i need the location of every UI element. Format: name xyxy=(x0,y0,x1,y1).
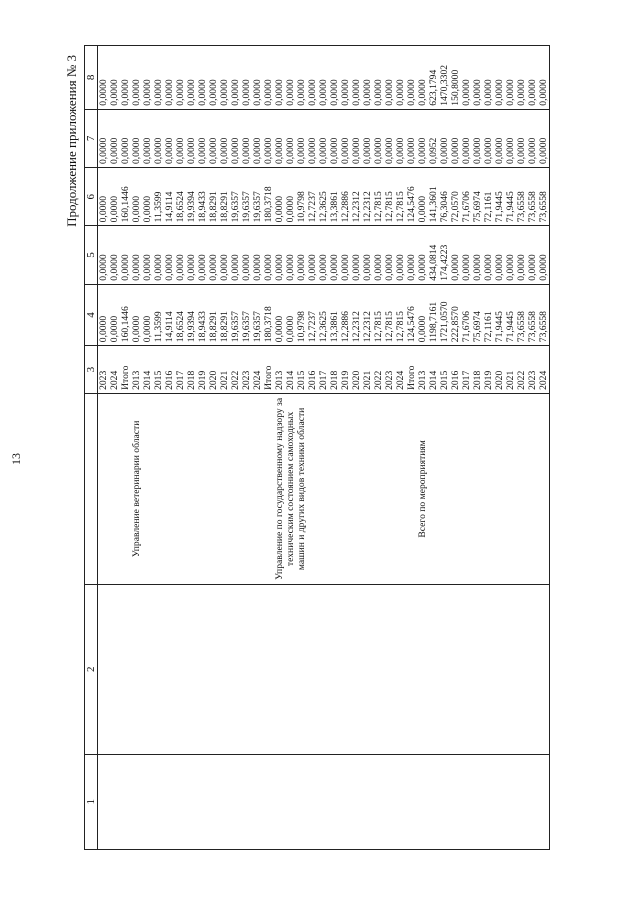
cell-value: 72,0570 xyxy=(450,191,461,223)
cell-value: 0,0000 xyxy=(186,79,197,106)
cell-value: 12,3625 xyxy=(318,191,329,223)
cell-value: 0,0000 xyxy=(98,195,109,223)
year-value: 2021 xyxy=(505,370,516,390)
cell-value: 19,6357 xyxy=(230,191,241,223)
cell-value: 0,0000 xyxy=(274,195,285,223)
year-value: 2019 xyxy=(483,370,494,390)
cell-value: 0,0000 xyxy=(340,137,351,165)
cell-value: 1470,3302 xyxy=(439,64,450,106)
cell-value: 124,5476 xyxy=(406,186,417,223)
cell-value: 12,7815 xyxy=(395,191,406,223)
cell-value: 0,0000 xyxy=(527,254,538,281)
year-value: 2023 xyxy=(241,370,252,390)
cell-value: 0,0000 xyxy=(131,79,142,106)
cell-value: 0,0000 xyxy=(109,195,120,223)
year-value: 2021 xyxy=(219,370,230,390)
cell-value: 0,0000 xyxy=(417,79,428,106)
cell-value: 0,0000 xyxy=(538,254,549,281)
cell-value: 0,0000 xyxy=(296,137,307,165)
year-value: Итого xyxy=(406,365,417,390)
year-value: 2022 xyxy=(230,370,241,390)
year-value: 2016 xyxy=(307,370,318,390)
cell-value: 0,0000 xyxy=(109,315,120,343)
cell-value: 0,0000 xyxy=(527,79,538,106)
cell-value: 0,0000 xyxy=(417,137,428,165)
cell-value: 12,3625 xyxy=(318,311,329,343)
section-label: Всего по мероприятиям xyxy=(417,440,428,538)
cell-value: 0,0000 xyxy=(362,254,373,281)
year-value: 2020 xyxy=(494,370,505,390)
cell-value: 0,0000 xyxy=(505,137,516,165)
cell-value: 12,7815 xyxy=(373,311,384,343)
cell-value: 222,8570 xyxy=(450,306,461,343)
year-value: 2023 xyxy=(98,370,109,390)
cell-value: 174,4223 xyxy=(439,244,450,281)
year-value: Итого xyxy=(263,365,274,390)
cell-value: 0,0000 xyxy=(131,254,142,281)
cell-value: 0,0000 xyxy=(131,315,142,343)
year-value: 2018 xyxy=(329,370,340,390)
cell-value: 0,0000 xyxy=(241,79,252,106)
cell-value: 71,6706 xyxy=(461,311,472,343)
cell-value: 73,6558 xyxy=(538,191,549,223)
appendix-caption: Продолжение приложения № 3 xyxy=(64,55,79,227)
cell-col-2 xyxy=(98,584,550,754)
cell-value: 0,0000 xyxy=(208,254,219,281)
year-value: 2020 xyxy=(351,370,362,390)
cell-value: 0,0000 xyxy=(186,254,197,281)
header-col-5: 5 xyxy=(85,226,98,284)
cell-value: 12,2312 xyxy=(351,311,362,343)
header-row xyxy=(85,46,98,850)
cell-value: 0,0000 xyxy=(450,137,461,165)
cell-value: 0,0000 xyxy=(395,254,406,281)
cell-value: 0,0000 xyxy=(461,254,472,281)
cell-value: 0,0000 xyxy=(329,79,340,106)
cell-value: 0,0000 xyxy=(351,79,362,106)
year-value: 2024 xyxy=(252,370,263,390)
cell-value: 10,9798 xyxy=(296,191,307,223)
cell-value: 0,0000 xyxy=(241,137,252,165)
cell-value: 0,0000 xyxy=(219,79,230,106)
cell-value: 73,6558 xyxy=(516,311,527,343)
cell-value: 0,0000 xyxy=(230,79,241,106)
year-value: 2016 xyxy=(164,370,175,390)
cell-value: 0,0000 xyxy=(120,79,131,106)
year-value: 2013 xyxy=(131,370,142,390)
header-col-empty xyxy=(85,393,98,584)
cell-value: 73,6558 xyxy=(527,191,538,223)
cell-value: 0,0000 xyxy=(461,137,472,165)
cell-value: 0,0000 xyxy=(120,254,131,281)
cell-value: 11,3599 xyxy=(153,311,164,343)
cell-value: 0,0000 xyxy=(494,137,505,165)
year-value: 2016 xyxy=(450,370,461,390)
cell-value: 19,6357 xyxy=(252,191,263,223)
cell-value: 12,2886 xyxy=(340,311,351,343)
cell-value: 12,7815 xyxy=(384,311,395,343)
cell-value: 71,9445 xyxy=(494,191,505,223)
cell-value: 0,0000 xyxy=(186,137,197,165)
cell-col-1 xyxy=(98,754,550,849)
cell-value: 0,0000 xyxy=(439,137,450,165)
year-value: Итого xyxy=(120,365,131,390)
cell-value: 0,0000 xyxy=(351,137,362,165)
cell-value: 18,6524 xyxy=(175,311,186,343)
cell-value: 0,0000 xyxy=(142,79,153,106)
cell-value: 0,0000 xyxy=(483,137,494,165)
cell-value: 160,1446 xyxy=(120,186,131,223)
cell-value: 0,0000 xyxy=(318,79,329,106)
cell-col6 xyxy=(98,168,550,226)
cell-value: 12,7237 xyxy=(307,191,318,223)
cell-value: 0,0000 xyxy=(230,254,241,281)
cell-value: 623,1794 xyxy=(428,69,439,106)
cell-value: 75,6974 xyxy=(472,191,483,223)
cell-value: 14,9114 xyxy=(164,311,175,343)
cell-value: 180,3718 xyxy=(263,306,274,343)
header-col-1: 1 xyxy=(85,754,98,849)
page-number: 13 xyxy=(9,453,23,465)
cell-value: 0,0000 xyxy=(472,79,483,106)
cell-value: 0,0000 xyxy=(142,254,153,281)
year-value: 2024 xyxy=(395,370,406,390)
cell-value: 18,8291 xyxy=(208,191,219,223)
cell-value: 0,0000 xyxy=(285,254,296,281)
cell-value: 0,0000 xyxy=(98,254,109,281)
cell-value: 18,8291 xyxy=(208,311,219,343)
cell-value: 0,0000 xyxy=(208,137,219,165)
data-table xyxy=(84,45,550,850)
cell-value: 124,5476 xyxy=(406,306,417,343)
cell-value: 0,0000 xyxy=(406,254,417,281)
cell-value: 71,6706 xyxy=(461,191,472,223)
cell-value: 0,0000 xyxy=(219,254,230,281)
cell-value: 19,6357 xyxy=(230,311,241,343)
cell-value: 13,3861 xyxy=(329,311,340,343)
cell-value: 19,6357 xyxy=(252,311,263,343)
cell-value: 0,0000 xyxy=(417,195,428,223)
section-label: Управление по государственному надзору за техническим состоянием самоходных машин и других видов техники области xyxy=(274,397,307,580)
cell-value: 0,0000 xyxy=(373,137,384,165)
cell-value: 12,7237 xyxy=(307,311,318,343)
cell-value: 0,0000 xyxy=(230,137,241,165)
cell-value: 0,0000 xyxy=(395,79,406,106)
cell-value: 1198,7161 xyxy=(428,301,439,343)
cell-value: 0,0000 xyxy=(175,254,186,281)
cell-value: 12,7815 xyxy=(373,191,384,223)
cell-value: 0,0000 xyxy=(164,79,175,106)
cell-value: 0,0000 xyxy=(527,137,538,165)
cell-value: 13,3861 xyxy=(329,191,340,223)
cell-value: 0,0000 xyxy=(362,79,373,106)
cell-value: 18,6524 xyxy=(175,191,186,223)
year-value: 2023 xyxy=(527,370,538,390)
cell-value: 0,0000 xyxy=(538,79,549,106)
cell-value: 0,0000 xyxy=(384,79,395,106)
cell-value: 0,0000 xyxy=(373,254,384,281)
cell-value: 71,9445 xyxy=(505,311,516,343)
cell-value: 12,2886 xyxy=(340,191,351,223)
cell-value: 0,0000 xyxy=(153,137,164,165)
cell-value: 0,0000 xyxy=(142,137,153,165)
cell-value: 0,0000 xyxy=(252,79,263,106)
rotated-page xyxy=(62,45,602,860)
cell-value: 0,0000 xyxy=(263,79,274,106)
year-value: 2014 xyxy=(285,370,296,390)
cell-value: 0,0000 xyxy=(329,254,340,281)
cell-value: 73,6558 xyxy=(538,311,549,343)
cell-value: 0,0000 xyxy=(197,137,208,165)
cell-value: 0,0000 xyxy=(109,79,120,106)
cell-value: 0,0000 xyxy=(208,79,219,106)
year-value: 2020 xyxy=(208,370,219,390)
cell-value: 0,0000 xyxy=(285,79,296,106)
cell-value: 0,0000 xyxy=(131,195,142,223)
cell-value: 160,1446 xyxy=(120,306,131,343)
section-label-block xyxy=(131,397,274,581)
cell-value: 0,0000 xyxy=(516,254,527,281)
cell-value: 0,0000 xyxy=(197,79,208,106)
year-value: 2023 xyxy=(384,370,395,390)
cell-value: 0,0000 xyxy=(241,254,252,281)
header-col-2: 2 xyxy=(85,584,98,754)
year-value: 2021 xyxy=(362,370,373,390)
cell-value: 0,0952 xyxy=(428,137,439,165)
cell-value: 0,0000 xyxy=(450,254,461,281)
cell-value: 12,2312 xyxy=(362,191,373,223)
cell-value: 0,0000 xyxy=(318,137,329,165)
cell-value: 73,6558 xyxy=(516,191,527,223)
cell-value: 0,0000 xyxy=(120,137,131,165)
cell-value: 73,6558 xyxy=(527,311,538,343)
cell-value: 0,0000 xyxy=(98,79,109,106)
cell-value: 0,0000 xyxy=(109,137,120,165)
cell-value: 12,7815 xyxy=(384,191,395,223)
cell-value: 10,9798 xyxy=(296,311,307,343)
cell-value: 0,0000 xyxy=(252,137,263,165)
cell-value: 0,0000 xyxy=(395,137,406,165)
cell-value: 1721,0570 xyxy=(439,301,450,343)
year-value: 2014 xyxy=(428,370,439,390)
cell-value: 0,0000 xyxy=(142,315,153,343)
year-value: 2017 xyxy=(461,370,472,390)
cell-value: 0,0000 xyxy=(164,137,175,165)
cell-value: 180,3718 xyxy=(263,186,274,223)
cell-value: 0,0000 xyxy=(472,254,483,281)
cell-value: 0,0000 xyxy=(329,137,340,165)
cell-value: 0,0000 xyxy=(285,137,296,165)
year-value: 2013 xyxy=(417,370,428,390)
cell-value: 12,2312 xyxy=(351,191,362,223)
cell-value: 19,6357 xyxy=(241,311,252,343)
cell-value: 141,3601 xyxy=(428,186,439,223)
header-col-6: 6 xyxy=(85,168,98,226)
cell-value: 0,0000 xyxy=(219,137,230,165)
year-value: 2024 xyxy=(538,370,549,390)
header-col-7: 7 xyxy=(85,109,98,167)
cell-value: 0,0000 xyxy=(340,254,351,281)
cell-value: 150,8000 xyxy=(450,69,461,106)
cell-value: 0,0000 xyxy=(461,79,472,106)
cell-value: 0,0000 xyxy=(307,137,318,165)
year-value: 2019 xyxy=(340,370,351,390)
cell-value: 72,1161 xyxy=(483,191,494,223)
cell-value: 18,9433 xyxy=(197,191,208,223)
cell-value: 0,0000 xyxy=(373,79,384,106)
year-value: 2015 xyxy=(439,370,450,390)
cell-value: 11,3599 xyxy=(153,191,164,223)
cell-value: 18,8291 xyxy=(219,311,230,343)
cell-value: 0,0000 xyxy=(164,254,175,281)
year-value: 2024 xyxy=(109,370,120,390)
cell-value: 0,0000 xyxy=(263,254,274,281)
cell-value: 0,0000 xyxy=(197,254,208,281)
cell-value: 18,8291 xyxy=(219,191,230,223)
section-label-block xyxy=(98,397,131,581)
cell-value: 0,0000 xyxy=(252,254,263,281)
cell-value: 0,0000 xyxy=(494,79,505,106)
cell-col5 xyxy=(98,226,550,284)
cell-years xyxy=(98,346,550,394)
cell-value: 0,0000 xyxy=(296,254,307,281)
cell-col8 xyxy=(98,46,550,110)
cell-value: 0,0000 xyxy=(505,79,516,106)
header-col-3: 3 xyxy=(85,346,98,394)
cell-value: 0,0000 xyxy=(516,79,527,106)
year-value: 2018 xyxy=(186,370,197,390)
cell-value: 0,0000 xyxy=(472,137,483,165)
cell-value: 0,0000 xyxy=(109,254,120,281)
cell-value: 71,9445 xyxy=(505,191,516,223)
cell-value: 0,0000 xyxy=(417,254,428,281)
cell-value: 0,0000 xyxy=(263,137,274,165)
cell-value: 0,0000 xyxy=(131,137,142,165)
cell-value: 14,9114 xyxy=(164,191,175,223)
cell-value: 72,1161 xyxy=(483,311,494,343)
cell-col4 xyxy=(98,284,550,346)
cell-value: 0,0000 xyxy=(494,254,505,281)
cell-value: 0,0000 xyxy=(274,137,285,165)
header-col-8: 8 xyxy=(85,46,98,110)
cell-value: 12,2312 xyxy=(362,311,373,343)
cell-value: 0,0000 xyxy=(274,315,285,343)
cell-value: 0,0000 xyxy=(153,79,164,106)
section-label-block xyxy=(274,397,417,581)
cell-value: 0,0000 xyxy=(384,137,395,165)
section-label: Управление ветеринарии области xyxy=(131,420,142,558)
cell-value: 0,0000 xyxy=(362,137,373,165)
cell-value: 76,3046 xyxy=(439,191,450,223)
cell-value: 19,9394 xyxy=(186,191,197,223)
cell-value: 18,9433 xyxy=(197,311,208,343)
body-row xyxy=(98,46,550,850)
cell-value: 0,0000 xyxy=(340,79,351,106)
cell-value: 0,0000 xyxy=(351,254,362,281)
cell-value: 0,0000 xyxy=(406,137,417,165)
year-value: 2013 xyxy=(274,370,285,390)
cell-value: 0,0000 xyxy=(274,254,285,281)
section-label-block xyxy=(417,397,549,581)
year-value: 2017 xyxy=(175,370,186,390)
cell-value: 0,0000 xyxy=(307,254,318,281)
cell-value: 0,0000 xyxy=(285,315,296,343)
cell-col7 xyxy=(98,109,550,167)
cell-value: 0,0000 xyxy=(98,315,109,343)
cell-value: 434,0814 xyxy=(428,244,439,281)
cell-value: 0,0000 xyxy=(175,79,186,106)
year-value: 2019 xyxy=(197,370,208,390)
year-value: 2017 xyxy=(318,370,329,390)
cell-value: 19,9394 xyxy=(186,311,197,343)
cell-value: 0,0000 xyxy=(296,79,307,106)
cell-value: 0,0000 xyxy=(505,254,516,281)
cell-value: 0,0000 xyxy=(538,137,549,165)
cell-value: 0,0000 xyxy=(516,137,527,165)
cell-value: 0,0000 xyxy=(175,137,186,165)
cell-value: 71,9445 xyxy=(494,311,505,343)
cell-value: 0,0000 xyxy=(384,254,395,281)
year-value: 2022 xyxy=(516,370,527,390)
year-value: 2022 xyxy=(373,370,384,390)
cell-value: 0,0000 xyxy=(318,254,329,281)
cell-value: 0,0000 xyxy=(274,79,285,106)
cell-value: 12,7815 xyxy=(395,311,406,343)
cell-labels xyxy=(98,393,550,584)
header-col-4: 4 xyxy=(85,284,98,346)
cell-value: 0,0000 xyxy=(307,79,318,106)
year-value: 2015 xyxy=(296,370,307,390)
cell-value: 0,0000 xyxy=(153,254,164,281)
year-value: 2018 xyxy=(472,370,483,390)
cell-value: 0,0000 xyxy=(98,137,109,165)
cell-value: 75,6974 xyxy=(472,311,483,343)
year-value: 2014 xyxy=(142,370,153,390)
cell-value: 0,0000 xyxy=(483,79,494,106)
cell-value: 19,6357 xyxy=(241,191,252,223)
cell-value: 0,0000 xyxy=(417,315,428,343)
cell-value: 0,0000 xyxy=(142,195,153,223)
cell-value: 0,0000 xyxy=(285,195,296,223)
year-value: 2015 xyxy=(153,370,164,390)
cell-value: 0,0000 xyxy=(483,254,494,281)
cell-value: 0,0000 xyxy=(406,79,417,106)
